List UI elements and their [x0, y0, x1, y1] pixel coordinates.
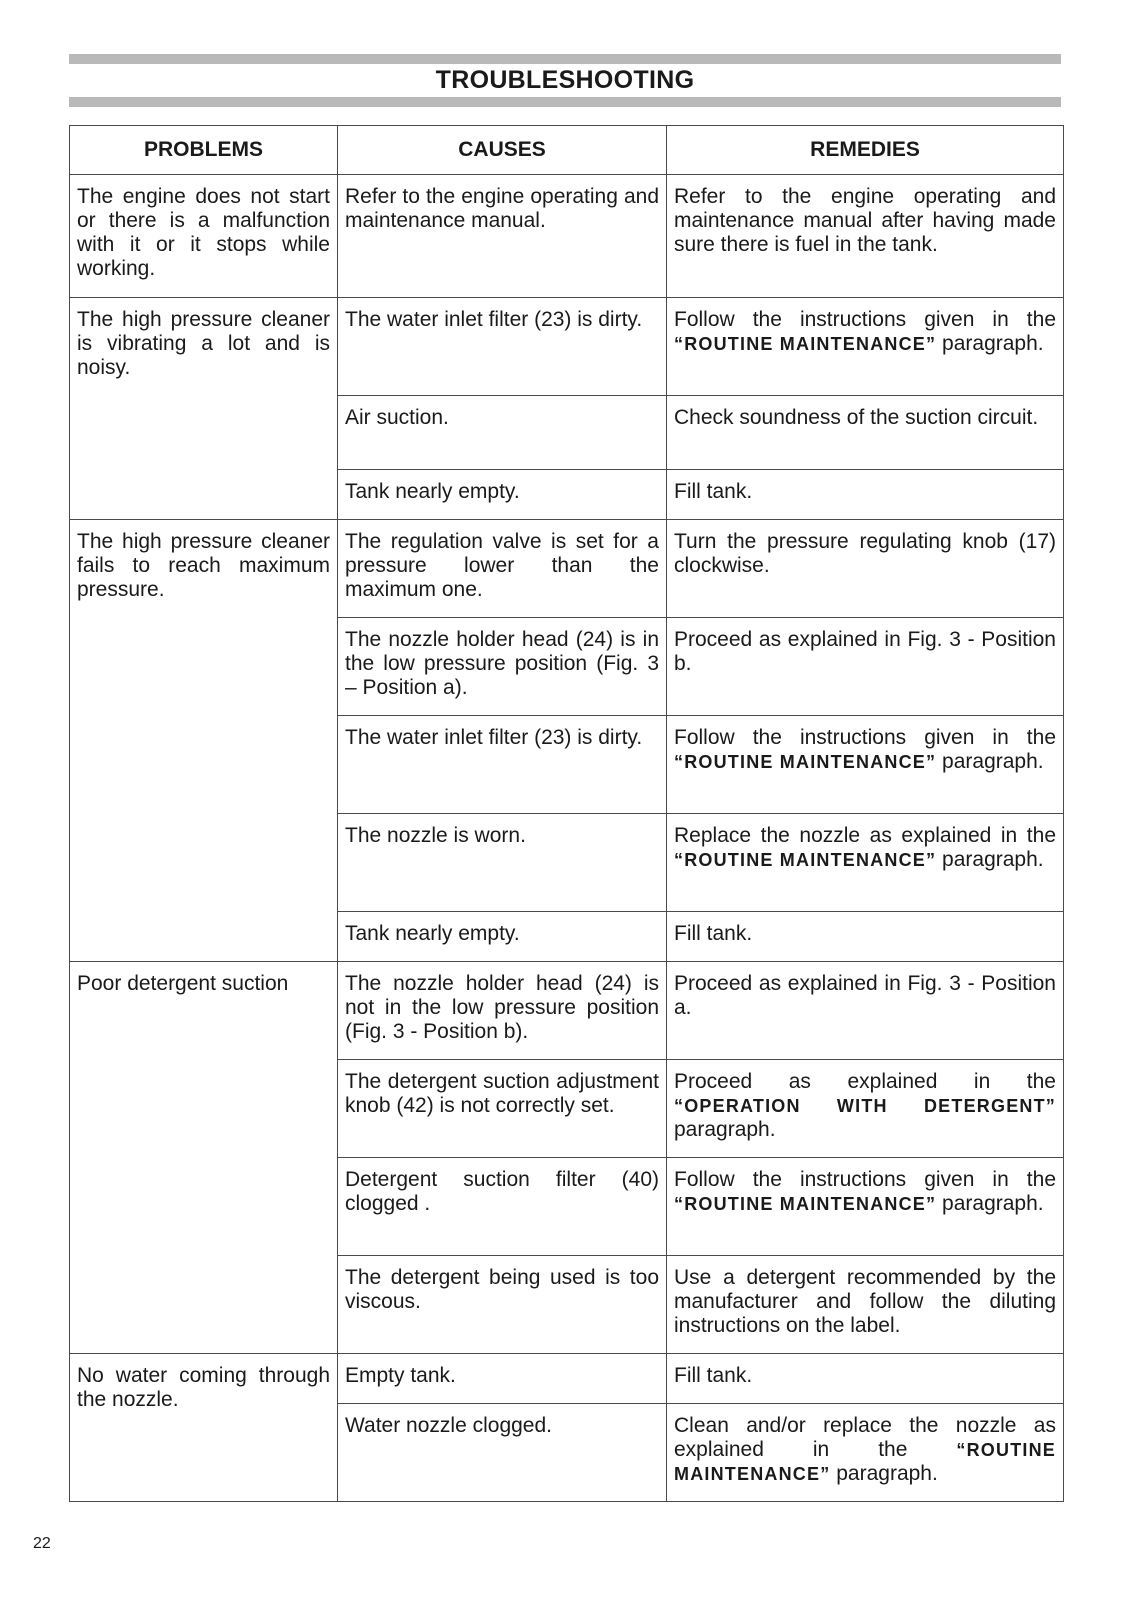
remedy-text: Proceed as explained in Fig. 3 - Position b. [674, 628, 1056, 675]
remedy-cell [667, 962, 1064, 1060]
remedy-cell [667, 1158, 1064, 1256]
remedy-text: Fill tank. [674, 1364, 753, 1387]
remedy-text: Check soundness of the suction circuit. [674, 406, 1039, 429]
problem-cell: The engine does not start or there is a malfunction with it or it stops while working. [70, 175, 338, 298]
table-row [70, 175, 1064, 298]
header-problems: PROBLEMS [70, 126, 338, 175]
cause-cell: The detergent suction adjustment knob (42) is not correctly set. [338, 1060, 667, 1158]
troubleshooting-table [69, 125, 1064, 1502]
remedy-reference: “ROUTINE MAINTENANCE” [674, 1194, 937, 1214]
remedy-text: Follow the instructions given in the [674, 308, 1056, 331]
cause-cell: Tank nearly empty. [338, 470, 667, 520]
remedy-text: Refer to the engine operating and maintenance manual after having made sure there is fuel in the tank. [674, 185, 1056, 256]
remedy-text: Proceed as explained in Fig. 3 - Position a. [674, 972, 1056, 1019]
remedy-text: Clean and/or replace the nozzle as explained in the [674, 1414, 1056, 1461]
cause-cell: Water nozzle clogged. [338, 1404, 667, 1502]
table-row [70, 298, 1064, 396]
remedy-cell [667, 298, 1064, 396]
cause-cell: The nozzle holder head (24) is not in the low pressure position (Fig. 3 - Position b). [338, 962, 667, 1060]
remedy-cell [667, 716, 1064, 814]
remedy-cell [667, 520, 1064, 618]
remedy-cell [667, 1256, 1064, 1354]
cause-cell: The regulation valve is set for a pressure lower than the maximum one. [338, 520, 667, 618]
table-body [70, 175, 1064, 1502]
table-header-row [70, 126, 1064, 175]
remedy-cell [667, 1404, 1064, 1502]
remedy-reference: “ROUTINE MAINTENANCE” [674, 1440, 1056, 1484]
title-bar-bottom [69, 97, 1061, 107]
remedy-text: Use a detergent recommended by the manufacturer and follow the diluting instructions on the label. [674, 1266, 1056, 1337]
remedy-reference: “ROUTINE MAINTENANCE” [674, 334, 937, 354]
remedy-cell [667, 618, 1064, 716]
cause-cell: The detergent being used is too viscous. [338, 1256, 667, 1354]
remedy-reference: “ROUTINE MAINTENANCE” [674, 850, 937, 870]
cause-cell: The water inlet filter (23) is dirty. [338, 298, 667, 396]
problem-cell: Poor detergent suction [70, 962, 338, 1354]
remedy-text: Turn the pressure regulating knob (17) clockwise. [674, 530, 1056, 577]
remedy-text: paragraph. [936, 332, 1044, 355]
table-row [70, 962, 1064, 1060]
cause-cell: Empty tank. [338, 1354, 667, 1404]
remedy-text: paragraph. [936, 848, 1044, 871]
table-row [70, 520, 1064, 618]
cause-cell: The water inlet filter (23) is dirty. [338, 716, 667, 814]
header-remedies: REMEDIES [667, 126, 1064, 175]
cause-cell: Tank nearly empty. [338, 912, 667, 962]
cause-cell: Detergent suction filter (40) clogged . [338, 1158, 667, 1256]
remedy-cell [667, 912, 1064, 962]
title-bar-top [69, 54, 1061, 64]
cause-cell: The nozzle holder head (24) is in the low pressure position (Fig. 3 – Position a). [338, 618, 667, 716]
problem-cell: No water coming through the nozzle. [70, 1354, 338, 1502]
remedy-cell [667, 396, 1064, 470]
remedy-text: Follow the instructions given in the [674, 1168, 1056, 1191]
cause-cell: The nozzle is worn. [338, 814, 667, 912]
remedy-text: Proceed as explained in the [674, 1070, 1056, 1093]
remedy-text: Fill tank. [674, 480, 753, 503]
remedy-cell [667, 175, 1064, 298]
remedy-reference: “OPERATION WITH DETERGENT” [674, 1096, 1056, 1116]
remedy-cell [667, 1060, 1064, 1158]
remedy-reference: “ROUTINE MAINTENANCE” [674, 752, 937, 772]
cause-cell: Air suction. [338, 396, 667, 470]
remedy-text: Replace the nozzle as explained in the [674, 824, 1056, 847]
table-row [70, 1354, 1064, 1404]
remedy-text: paragraph. [674, 1118, 776, 1141]
problem-cell: The high pressure cleaner is vibrating a lot and is noisy. [70, 298, 338, 520]
remedy-cell [667, 470, 1064, 520]
remedy-text: paragraph. [936, 1192, 1044, 1215]
page-number: 22 [33, 1535, 51, 1552]
remedy-text: Follow the instructions given in the [674, 726, 1056, 749]
remedy-text: paragraph. [936, 750, 1044, 773]
header-causes: CAUSES [338, 126, 667, 175]
remedy-text: Fill tank. [674, 922, 753, 945]
problem-cell: The high pressure cleaner fails to reach maximum pressure. [70, 520, 338, 962]
remedy-cell [667, 814, 1064, 912]
page-title: TROUBLESHOOTING [435, 66, 695, 94]
remedy-text: paragraph. [830, 1462, 938, 1485]
remedy-cell [667, 1354, 1064, 1404]
cause-cell: Refer to the engine operating and maintenance manual. [338, 175, 667, 298]
